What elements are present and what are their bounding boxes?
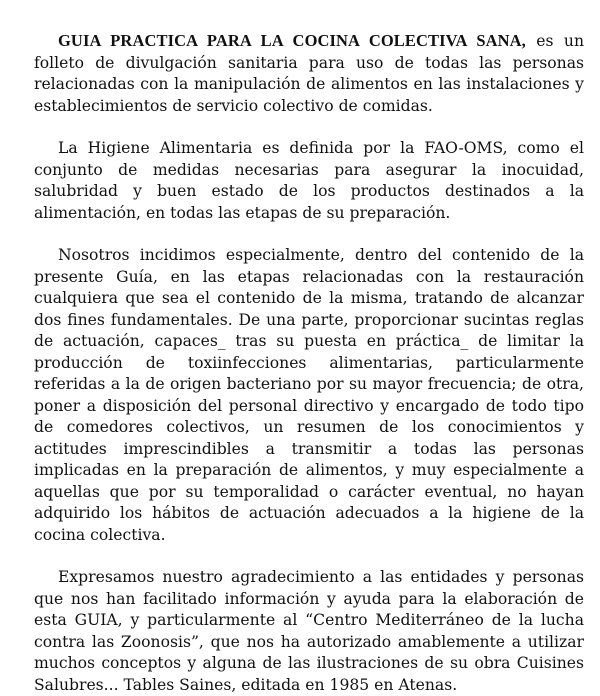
document-page (34, 30, 584, 696)
paragraph-definition: La Higiene Alimentaria es definida por la FAO-OMS, como el conjunto de medidas necesarias para asegurar la inocuidad, salubridad y buen estado de los productos destinados a la alimentación, en todas las etapas de su preparación. (34, 139, 584, 222)
intro-paragraph (34, 30, 584, 117)
paragraph-acknowledgements: Expresamos nuestro agradecimiento a las entidades y personas que nos han facilitado información y ayuda para la elaboración de esta GUIA, y particularmente al “Centro Mediterráneo de la lucha contra las Zoonosis”, que nos ha autorizado amablemente a utilizar muchos conceptos y alguna de las ilustraciones de su obra Cuisines Salubres... Tables Saines, editada en 1985 en Atenas. (34, 568, 584, 694)
intro-text: es un folleto de divulgación sanitaria para uso de todas las personas relacionadas con la manipulación de alimentos en las instalaciones y establecimientos de servicio colectivo de comidas. (34, 32, 585, 115)
document-title: GUIA PRACTICA PARA LA COCINA COLECTIVA SANA, (58, 31, 526, 50)
paragraph-objectives: Nosotros incidimos especialmente, dentro del contenido de la presente Guía, en las etapas relacionadas con la restauración cualquiera que sea el contenido de la misma, tratando de alcanzar dos fines fundamentales. De una parte, proporcionar sucintas reglas de actuación, capaces_ tras su puesta en práctica_ de limitar la producción de toxiinfecciones alimentarias, particularmente referidas a la de origen bacteriano por su mayor frecuencia; de otra, poner a disposición del personal directivo y encargado de todo tipo de comedores colectivos, un resumen de los conocimientos y actitudes imprescindibles a transmitir a todas las personas implicadas en la preparación de alimentos, y muy especialmente a aquellas que por su temporalidad o carácter eventual, no hayan adquirido los hábitos de actuación adecuados a la higiene de la cocina colectiva. (34, 246, 584, 544)
